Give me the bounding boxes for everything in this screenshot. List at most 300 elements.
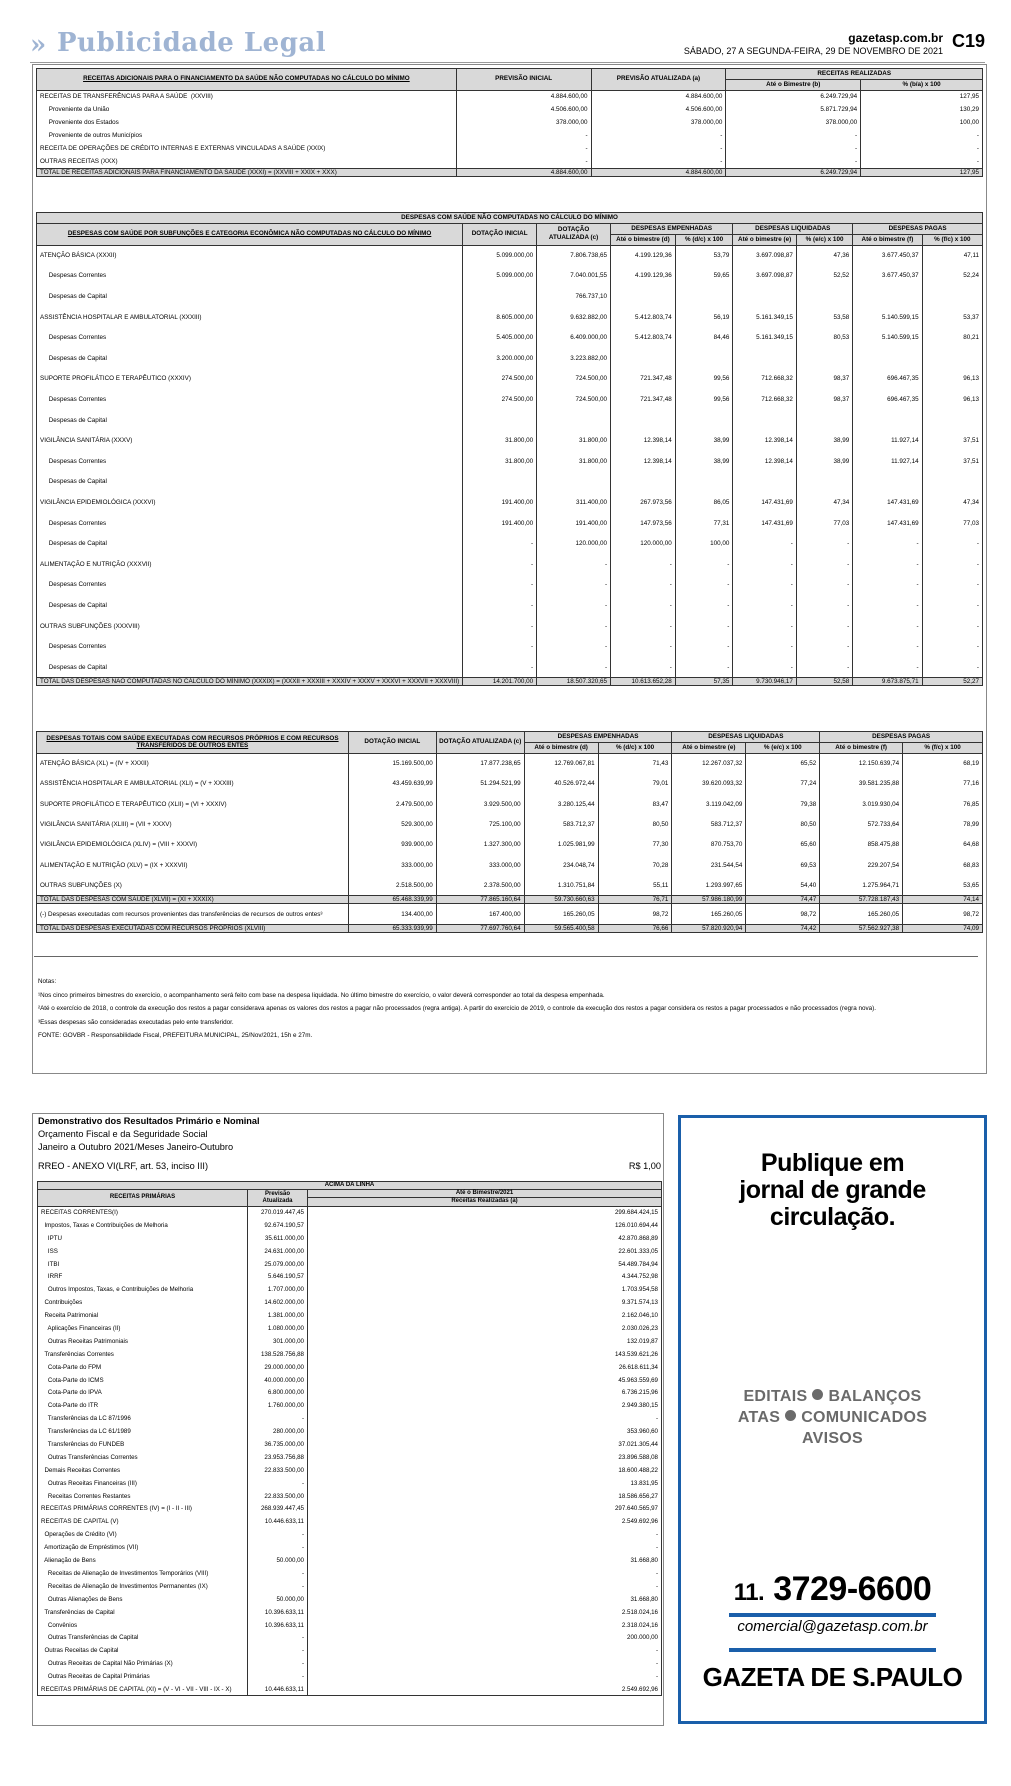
row-label: RECEITAS CORRENTES(I)	[38, 1206, 248, 1219]
value-cell: 165.260,05	[820, 904, 903, 924]
value-cell: 5.140.599,15	[853, 327, 922, 348]
value-cell: -	[537, 616, 611, 637]
value-cell: 4.884.600,00	[591, 90, 726, 103]
value-cell: 267.973,56	[611, 492, 676, 513]
value-cell: 14.602.000,00	[248, 1296, 308, 1309]
value-cell: 4.884.600,00	[456, 168, 591, 176]
value-cell: 51.294.521,99	[436, 774, 524, 794]
value-cell	[733, 472, 797, 493]
value-cell: 5.412.803,74	[611, 327, 676, 348]
divider	[729, 1613, 936, 1617]
table-row	[38, 1631, 662, 1644]
value-cell: -	[726, 155, 861, 168]
value-cell: -	[537, 636, 611, 657]
value-cell: 11.927,14	[853, 451, 922, 472]
value-cell: 53,65	[963, 882, 979, 889]
table-row	[38, 1580, 662, 1593]
value-cell: 5.161.349,15	[733, 327, 797, 348]
value-cell: 80,53	[796, 327, 852, 348]
value-cell: 77,31	[675, 513, 733, 534]
value-cell: 274.500,00	[463, 369, 537, 390]
value-cell: 4.506.600,00	[591, 103, 726, 116]
value-cell: 86,05	[675, 492, 733, 513]
value-cell: 22.601.333,05	[618, 1247, 658, 1255]
value-cell: -	[248, 1567, 308, 1580]
value-cell: 77.865.160,64	[436, 896, 524, 904]
primary-revenues-table	[37, 1181, 662, 1696]
value-cell: 47,34	[796, 492, 852, 513]
value-cell: 68,83	[963, 861, 979, 869]
value-cell: 70,28	[598, 855, 672, 875]
value-cell: -	[463, 616, 537, 637]
value-cell	[463, 410, 537, 431]
table-row	[37, 129, 983, 142]
value-cell: 65,52	[746, 753, 820, 773]
value-cell: 297.640.565,97	[614, 1505, 658, 1513]
value-cell: -	[733, 533, 797, 554]
table-row	[37, 616, 983, 637]
value-cell: 4.344.752,98	[621, 1273, 658, 1281]
value-cell: 12.398,14	[733, 451, 797, 472]
value-cell: 10.396.633,11	[248, 1619, 308, 1632]
value-cell: 2.549.692,96	[621, 1685, 658, 1693]
value-cell: 126.010.694,44	[614, 1221, 658, 1229]
value-cell: 2.378.500,00	[436, 876, 524, 896]
table-row	[38, 1438, 662, 1451]
table-row	[37, 307, 983, 328]
value-cell: 4.199.129,36	[611, 245, 676, 266]
value-cell: 1.327.300,00	[436, 835, 524, 855]
table-row	[38, 1503, 662, 1516]
row-label: OUTRAS RECEITAS (XXX)	[37, 155, 457, 168]
value-cell: -	[733, 616, 797, 637]
value-cell: 3.929.500,00	[436, 794, 524, 814]
value-cell: -	[655, 1544, 658, 1552]
value-cell: 572.733,64	[820, 814, 903, 834]
value-cell: -	[796, 657, 852, 678]
ad-email[interactable]: comercial@gazetasp.com.br	[737, 1618, 928, 1635]
value-cell: 92.674.190,57	[248, 1219, 308, 1232]
value-cell: 53,79	[675, 245, 733, 266]
value-cell: 57,35	[675, 678, 733, 686]
value-cell: 5.405.000,00	[463, 327, 537, 348]
row-label: Receitas de Alienação de Investimentos Permanentes (IX)	[38, 1580, 248, 1593]
value-cell: 2.030.026,23	[621, 1325, 658, 1333]
rreo-unit: R$ 1,00	[628, 1161, 661, 1171]
value-cell: 165.260,05	[672, 904, 746, 924]
value-cell: 77,03	[796, 513, 852, 534]
value-cell: 200.000,00	[627, 1634, 658, 1642]
row-label: (-) Despesas executadas com recursos provenientes das transferências de recursos de outros entes³	[37, 904, 349, 924]
value-cell: -	[853, 575, 922, 596]
row-label: Despesas de Capital	[37, 410, 463, 431]
col-header-e1: Até o bimestre (d)	[524, 742, 598, 753]
value-cell: 25.079.000,00	[248, 1258, 308, 1271]
value-cell: 40.000.000,00	[248, 1374, 308, 1387]
value-cell: 229.207,54	[820, 855, 903, 875]
value-cell: 147.431,69	[733, 492, 797, 513]
value-cell: 47,34	[963, 499, 979, 506]
non-computed-expenses-table	[36, 212, 983, 686]
value-cell: -	[248, 1528, 308, 1541]
value-cell: 65.333.939,99	[348, 924, 436, 932]
page-number: C19	[951, 31, 985, 51]
row-label: VIGILÂNCIA EPIDEMIOLÓGICA (XXXVI)	[37, 492, 463, 513]
value-cell: 134.400,00	[348, 904, 436, 924]
value-cell: 10.396.633,11	[248, 1606, 308, 1619]
row-label: OUTRAS SUBFUNÇÕES (XXXVIII)	[37, 616, 463, 637]
row-label: Outros Impostos, Taxas, e Contribuições de Melhoria	[38, 1283, 248, 1296]
table-row	[38, 1477, 662, 1490]
value-cell: 100,00	[959, 119, 979, 127]
value-cell: 83,47	[598, 794, 672, 814]
value-cell: 50.000,00	[248, 1554, 308, 1567]
value-cell: -	[675, 636, 733, 657]
value-cell: 18.600.488,22	[618, 1466, 658, 1474]
value-cell: 696.467,35	[853, 389, 922, 410]
table-row	[37, 492, 983, 513]
value-cell	[463, 286, 537, 307]
value-cell: 696.467,35	[853, 369, 922, 390]
value-cell: 45.963.559,69	[618, 1376, 658, 1384]
value-cell: 2.162.046,10	[621, 1312, 658, 1320]
row-label: RECEITAS PRIMÁRIAS DE CAPITAL (XI) = (V - VI - VII - VIII - IX - X)	[38, 1683, 248, 1696]
value-cell: 76,85	[963, 800, 979, 808]
table-row	[37, 286, 983, 307]
value-cell: 12.398,14	[611, 451, 676, 472]
value-cell: 68,19	[963, 760, 979, 768]
value-cell: -	[733, 636, 797, 657]
value-cell	[611, 472, 676, 493]
value-cell: -	[976, 157, 979, 165]
table-row	[38, 1206, 662, 1219]
table-body	[38, 1206, 662, 1696]
value-cell: -	[976, 622, 979, 630]
value-cell: 2.518.500,00	[348, 876, 436, 896]
value-cell: 96,13	[963, 375, 979, 383]
value-cell: -	[675, 554, 733, 575]
value-cell: 1.760.000,00	[248, 1399, 308, 1412]
col-header-l1: Até o bimestre (e)	[672, 742, 746, 753]
col-header-prev-at: PREVISÃO ATUALIZADA (a)	[591, 69, 726, 91]
value-cell: 99,56	[675, 369, 733, 390]
value-cell: 15.169.500,00	[348, 753, 436, 773]
row-label: ASSISTÊNCIA HOSPITALAR E AMBULATORIAL (XLI) = (V + XXXIII)	[37, 774, 349, 794]
advertisement[interactable]	[678, 1115, 987, 1724]
row-label: Impostos, Taxas e Contribuições de Melhoria	[38, 1219, 248, 1232]
value-cell: 69,53	[746, 855, 820, 875]
value-cell: -	[248, 1477, 308, 1490]
value-cell: 130,29	[959, 106, 979, 114]
table-row	[37, 855, 983, 875]
row-label: ATENÇÃO BÁSICA (XL) = (IV + XXXII)	[37, 753, 349, 773]
col-header-p2: % (f/c) x 100	[903, 742, 983, 753]
table-row	[38, 1219, 662, 1232]
total-row	[37, 896, 983, 904]
value-cell: -	[655, 1582, 658, 1590]
row-label: TOTAL DAS DESPESAS EXECUTADAS COM RECURSOS PRÓPRIOS (XLVIII)	[37, 924, 349, 932]
table-row	[38, 1490, 662, 1503]
value-cell: 77,30	[598, 835, 672, 855]
value-cell: 712.668,32	[733, 389, 797, 410]
col-header-p2: % (f/c) x 100	[922, 234, 982, 245]
value-cell: 56,19	[675, 307, 733, 328]
value-cell: 98,72	[746, 904, 820, 924]
value-cell: -	[248, 1644, 308, 1657]
table-row	[38, 1374, 662, 1387]
table-row	[38, 1348, 662, 1361]
value-cell: -	[655, 1531, 658, 1539]
value-cell: -	[463, 595, 537, 616]
value-cell: 4.884.600,00	[456, 90, 591, 103]
table-row	[38, 1606, 662, 1619]
row-label: Transferências Correntes	[38, 1348, 248, 1361]
value-cell: 12.398,14	[733, 430, 797, 451]
col-header-desc: RECEITAS ADICIONAIS PARA O FINANCIAMENTO DA SAÚDE NÃO COMPUTADAS NO CÁLCULO DO MÍNIMO	[37, 69, 457, 91]
value-cell: -	[976, 663, 979, 671]
value-cell: -	[976, 560, 979, 568]
row-label: Outras Transferências Correntes	[38, 1451, 248, 1464]
row-label: Alienação de Bens	[38, 1554, 248, 1567]
value-cell	[611, 348, 676, 369]
row-label: RECEITA DE OPERAÇÕES DE CRÉDITO INTERNAS E EXTERNAS VINCULADAS A SAÚDE (XXIX)	[37, 142, 457, 155]
row-label: RECEITAS DE CAPITAL (V)	[38, 1515, 248, 1528]
value-cell: 18.586.656,27	[618, 1492, 658, 1500]
section-title: Publicidade Legal	[57, 28, 327, 58]
value-cell: -	[853, 636, 922, 657]
value-cell: 858.475,88	[820, 835, 903, 855]
table-row	[37, 348, 983, 369]
col-header-desc: DESPESAS TOTAIS COM SAÚDE EXECUTADAS COM RECURSOS PRÓPRIOS E COM RECURSOS TRANSFERIDOS DE OUTROS ENTES	[37, 732, 349, 754]
value-cell: -	[591, 142, 726, 155]
value-cell: 6.249.729,94	[726, 90, 861, 103]
row-label: ASSISTÊNCIA HOSPITALAR E AMBULATORIAL (XXXIII)	[37, 307, 463, 328]
table-row	[38, 1399, 662, 1412]
value-cell: 14.201.700,00	[463, 678, 537, 686]
value-cell: 52,58	[796, 678, 852, 686]
table-row	[38, 1271, 662, 1284]
rreo-title: Demonstrativo dos Resultados Primário e Nominal	[38, 1116, 260, 1126]
table-title: ACIMA DA LINHA	[38, 1182, 662, 1190]
value-cell: -	[456, 142, 591, 155]
value-cell: 234.048,74	[524, 855, 598, 875]
value-cell: 583.712,37	[672, 814, 746, 834]
row-label: Despesas Correntes	[37, 575, 463, 596]
table-row	[38, 1309, 662, 1322]
brand-name: GAZETA DE S.PAULO	[702, 1662, 963, 1692]
value-cell: 35.611.000,00	[248, 1232, 308, 1245]
row-label: Transferências de Capital	[38, 1606, 248, 1619]
table-row	[38, 1322, 662, 1335]
row-label: Aplicações Financeiras (II)	[38, 1322, 248, 1335]
value-cell: 333.000,00	[348, 855, 436, 875]
note-2: ²Até o exercício de 2018, o controle da execução dos restos a pagar considerava apenas os valores dos restos a pagar não processados (regra antiga). A partir do exercício de 2019, o controle da execução dos restos a pagar considera os restos a pagar processados e não processados (regra nova).	[38, 1005, 876, 1012]
value-cell	[611, 410, 676, 431]
value-cell: -	[456, 155, 591, 168]
value-cell: 80,50	[598, 814, 672, 834]
value-cell: 55,11	[598, 876, 672, 896]
row-label: Despesas Correntes	[37, 327, 463, 348]
value-cell	[853, 472, 922, 493]
value-cell: -	[796, 616, 852, 637]
value-cell: 712.668,32	[733, 369, 797, 390]
value-cell: 12.267.037,32	[672, 753, 746, 773]
value-cell: 138.528.756,88	[248, 1348, 308, 1361]
col-header-pag: DESPESAS PAGAS	[820, 732, 983, 743]
value-cell: -	[675, 616, 733, 637]
row-label: Cota-Parte do ITR	[38, 1399, 248, 1412]
col-header-e2: % (d/c) x 100	[598, 742, 672, 753]
value-cell: 870.753,70	[672, 835, 746, 855]
value-cell: -	[463, 657, 537, 678]
table-row	[37, 904, 983, 924]
value-cell	[853, 348, 922, 369]
value-cell: -	[248, 1541, 308, 1554]
row-label: Despesas de Capital	[37, 595, 463, 616]
total-row	[37, 168, 983, 176]
value-cell: -	[611, 636, 676, 657]
value-cell	[796, 286, 852, 307]
value-cell: 64,68	[963, 841, 979, 849]
value-cell: 52,24	[963, 272, 979, 280]
table-row	[38, 1335, 662, 1348]
value-cell: 39.620.093,32	[672, 774, 746, 794]
col-header-liq: DESPESAS LIQUIDADAS	[733, 223, 853, 234]
value-cell: 100,00	[675, 533, 733, 554]
value-cell: 22.833.500,00	[248, 1490, 308, 1503]
value-cell: -	[611, 657, 676, 678]
value-cell: 74,42	[746, 924, 820, 932]
table-row	[38, 1451, 662, 1464]
value-cell: 57.986.180,99	[672, 896, 746, 904]
value-cell: 2.549.692,96	[621, 1518, 658, 1526]
value-cell: 54,40	[746, 876, 820, 896]
value-cell: 583.712,37	[524, 814, 598, 834]
value-cell: -	[796, 554, 852, 575]
value-cell: 1.381.000,00	[248, 1309, 308, 1322]
table-row	[37, 554, 983, 575]
table-row	[37, 116, 983, 129]
row-label: Despesas Correntes	[37, 636, 463, 657]
value-cell: 80,21	[963, 334, 979, 342]
table-title: DESPESAS COM SAÚDE NÃO COMPUTADAS NO CÁLCULO DO MÍNIMO	[37, 213, 983, 224]
row-label: Outras Receitas Financeiras (III)	[38, 1477, 248, 1490]
col-header-liq: DESPESAS LIQUIDADAS	[672, 732, 820, 743]
table-row	[38, 1464, 662, 1477]
value-cell: 191.400,00	[463, 513, 537, 534]
value-cell: 301.000,00	[248, 1335, 308, 1348]
value-cell: 3.280.125,44	[524, 794, 598, 814]
value-cell: 79,01	[598, 774, 672, 794]
value-cell	[675, 472, 733, 493]
divider	[729, 1648, 936, 1652]
table-row	[37, 472, 983, 493]
value-cell: 26.618.611,34	[618, 1363, 658, 1371]
value-cell: 59.730.660,63	[524, 896, 598, 904]
value-cell: 270.019.447,45	[248, 1206, 308, 1219]
row-label: Receitas Correntes Restantes	[38, 1490, 248, 1503]
value-cell: 38,99	[796, 451, 852, 472]
table-row	[37, 636, 983, 657]
value-cell: 50.000,00	[248, 1593, 308, 1606]
value-cell: 6.409.000,00	[537, 327, 611, 348]
value-cell: 40.526.972,44	[524, 774, 598, 794]
value-cell: 52,27	[922, 678, 982, 686]
value-cell	[537, 410, 611, 431]
value-cell	[733, 286, 797, 307]
table-row	[37, 533, 983, 554]
ad-phone[interactable]: 11. 3729-6600	[733, 1570, 932, 1608]
value-cell: 268.939.447,45	[248, 1503, 308, 1516]
value-cell: 3.119.042,09	[672, 794, 746, 814]
value-cell: 37,51	[963, 437, 979, 445]
col-header-prev: PREVISÃO INICIAL	[456, 69, 591, 91]
value-cell: 65.468.339,99	[348, 896, 436, 904]
value-cell: 78,99	[963, 821, 979, 829]
col-header-realized: Receitas Realizadas (a)	[308, 1198, 662, 1206]
value-cell: 721.347,48	[611, 389, 676, 410]
value-cell: 147.431,69	[853, 513, 922, 534]
table-row	[38, 1283, 662, 1296]
value-cell: -	[976, 643, 979, 651]
value-cell: 529.300,00	[348, 814, 436, 834]
row-label: Proveniente de outros Municípios	[37, 129, 457, 142]
value-cell	[733, 348, 797, 369]
value-cell: 939.900,00	[348, 835, 436, 855]
total-row	[37, 924, 983, 932]
value-cell: -	[733, 595, 797, 616]
value-cell: 23.953.756,88	[248, 1451, 308, 1464]
value-cell: 80,50	[746, 814, 820, 834]
table-row	[38, 1541, 662, 1554]
row-label: Despesas Correntes	[37, 266, 463, 287]
row-label: Despesas Correntes	[37, 389, 463, 410]
value-cell: 77,24	[746, 774, 820, 794]
value-cell: 99,56	[675, 389, 733, 410]
value-cell	[733, 410, 797, 431]
value-cell: 191.400,00	[537, 513, 611, 534]
value-cell: 71,43	[598, 753, 672, 773]
row-label: OUTRAS SUBFUNÇÕES (X)	[37, 876, 349, 896]
row-label: Despesas de Capital	[37, 657, 463, 678]
value-cell: -	[611, 554, 676, 575]
value-cell: 98,72	[963, 910, 979, 918]
value-cell: 165.260,05	[524, 904, 598, 924]
value-cell: 1.275.964,71	[820, 876, 903, 896]
value-cell: 6.249.729,94	[726, 168, 861, 176]
col-header-e1: Até o bimestre (d)	[611, 234, 676, 245]
value-cell: -	[853, 616, 922, 637]
bullet-icon	[812, 1389, 823, 1400]
table-row	[38, 1644, 662, 1657]
value-cell: 1.707.000,00	[248, 1283, 308, 1296]
value-cell: 98,37	[796, 369, 852, 390]
table-row	[38, 1296, 662, 1309]
row-label: Despesas de Capital	[37, 533, 463, 554]
value-cell: 37,51	[963, 457, 979, 465]
table-row	[38, 1554, 662, 1567]
value-cell: 54.489.784,94	[618, 1260, 658, 1268]
value-cell: 9.371.574,13	[621, 1299, 658, 1307]
value-cell: -	[248, 1657, 308, 1670]
table-row	[37, 575, 983, 596]
value-cell: 311.400,00	[537, 492, 611, 513]
row-label: Contribuições	[38, 1296, 248, 1309]
table-row	[38, 1593, 662, 1606]
value-cell: -	[796, 533, 852, 554]
value-cell: 3.019.930,04	[820, 794, 903, 814]
value-cell: -	[248, 1580, 308, 1593]
